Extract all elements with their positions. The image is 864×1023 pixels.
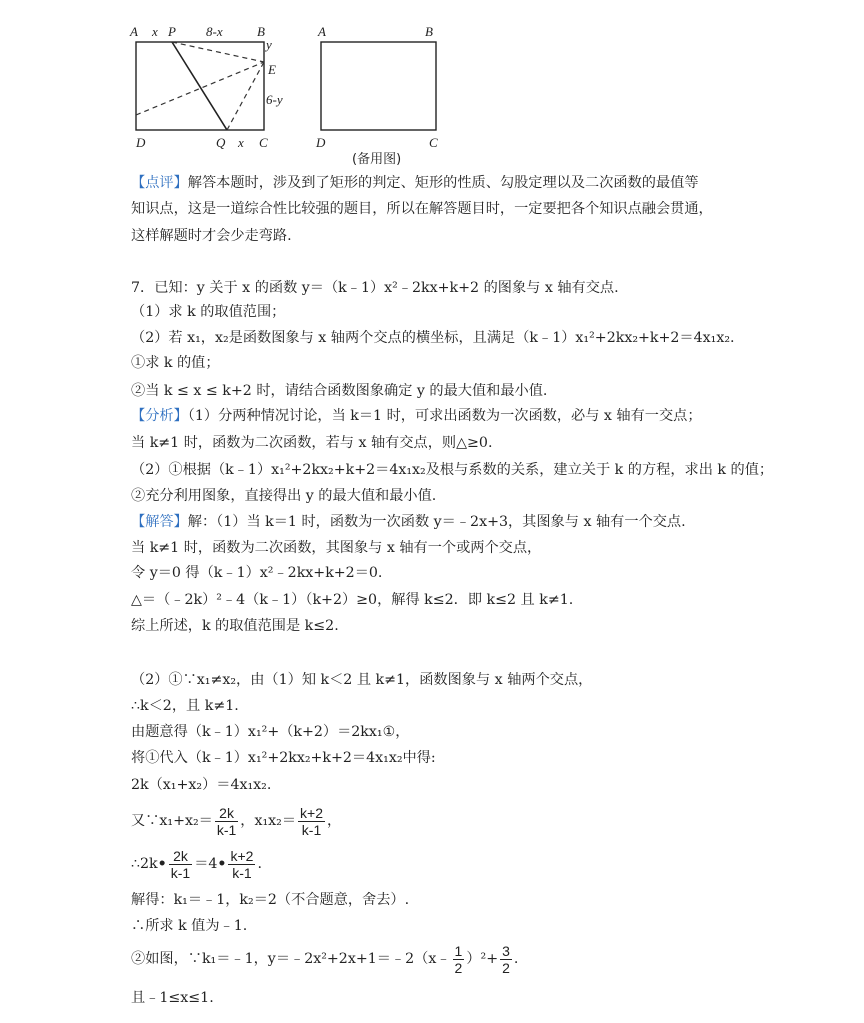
label-b: B <box>257 24 265 39</box>
label-e: E <box>268 62 276 77</box>
analysis-line-2: 当 k≠1 时，函数为二次函数，若与 x 轴有交点，则△≥0. <box>131 435 493 451</box>
fraction-right: $\frac{k+2}{k-1}$ <box>230 847 254 881</box>
dashed-line-d-e <box>136 62 264 115</box>
fraction-left: $\frac{2k}{k-1}$ <box>170 847 191 881</box>
solution-line-4: △＝（﹣2k）²﹣4（k﹣1）（k+2）≥0，解得 k≤2．即 k≤2 且 k≠1. <box>131 592 574 608</box>
label-a: A <box>130 24 138 39</box>
solution-part2-line-7: ∴2k• $\frac{2k}{k-1}$ ＝4• $\frac{k+2}{k-1}$ . <box>131 847 262 881</box>
fraction-half: $\frac{1}{2}$ <box>454 942 463 976</box>
label-d-right: D <box>316 135 326 150</box>
analysis-tag: 【分析】 <box>131 408 188 424</box>
label-a-right: A <box>318 24 326 39</box>
label-p: P <box>168 24 176 39</box>
label-seg-top: 8-x <box>206 24 223 39</box>
solution-part2-line-11: 且﹣1≤x≤1. <box>131 990 214 1006</box>
label-b-right: B <box>425 24 433 39</box>
analysis-line-3: （2）①根据（k﹣1）x₁²+2kx₂+k+2＝4x₁x₂及根与系数的关系，建立关于 k 的方程，求出 k 的值； <box>131 462 774 478</box>
problem-part-1: （1）求 k 的取值范围； <box>131 304 286 320</box>
fraction-sum: $\frac{2k}{k-1}$ <box>216 804 237 838</box>
solution-line-5: 综上所述，k 的取值范围是 k≤2. <box>131 618 339 634</box>
analysis-line-1: 【分析】（1）分两种情况讨论，当 k＝1 时，可求出函数为一次函数，必与 x 轴有一交点； <box>131 408 702 424</box>
solution-line-1: 【解答】解：（1）当 k＝1 时，函数为一次函数 y＝﹣2x+3，其图象与 x 轴有一个交点. <box>131 514 686 530</box>
label-y: y <box>266 37 272 52</box>
label-c: C <box>259 135 268 150</box>
figure-caption: (备用图) <box>352 152 402 167</box>
solution-part2-line-1: （2）①∵x₁≠x₂，由（1）知 k＜2 且 k≠1，函数图象与 x 轴两个交点， <box>131 672 593 688</box>
label-q: Q <box>216 135 226 150</box>
segment-qe <box>227 62 264 130</box>
label-c-right: C <box>429 135 438 150</box>
analysis-line-4: ②充分利用图象，直接得出 y 的最大值和最小值. <box>131 488 437 504</box>
left-figure <box>129 24 283 150</box>
comment-line-1: 【点评】解答本题时，涉及到了矩形的判定、矩形的性质、勾股定理以及二次函数的最值等 <box>131 175 699 191</box>
solution-part2-line-10: ②如图，∵k₁＝﹣1，y＝﹣2x²+2x+1＝﹣2（x﹣ $\frac{1}{2}$ ）²+ $\frac{3}{2}$ . <box>131 942 519 976</box>
geometry-figures <box>0 0 864 175</box>
fraction-product: $\frac{k+2}{k-1}$ <box>300 804 324 838</box>
label-seg-right: 6-y <box>266 92 283 107</box>
label-x-top: x <box>152 24 158 39</box>
solution-part2-line-3: 由题意得（k﹣1）x₁²+（k+2）＝2kx₁①， <box>131 724 410 740</box>
solution-part2-line-8: 解得：k₁＝﹣1，k₂＝2（不合题意，舍去）. <box>131 892 410 908</box>
problem-part-2-1: ①求 k 的值； <box>131 355 220 371</box>
solution-part2-line-4: 将①代入（k﹣1）x₁²+2kx₂+k+2＝4x₁x₂中得: <box>131 750 436 766</box>
comment-line-3: 这样解题时才会少走弯路. <box>131 228 292 244</box>
label-d: D <box>136 135 146 150</box>
solution-part2-line-2: ∴k＜2，且 k≠1. <box>131 698 239 714</box>
comment-line-2: 知识点，这是一道综合性比较强的题目，所以在解答题目时，一定要把各个知识点融会贯通， <box>131 201 713 217</box>
solution-part2-line-9: ∴所求 k 值为﹣1. <box>131 918 248 934</box>
problem-statement: 7．已知：y 关于 x 的函数 y＝（k﹣1）x²﹣2kx+k+2 的图象与 x 轴有交点. <box>131 280 619 296</box>
fraction-three-halves: $\frac{3}{2}$ <box>502 942 510 976</box>
right-figure <box>315 24 438 167</box>
label-x-bottom: x <box>238 135 244 150</box>
segment-pq <box>172 42 227 130</box>
backup-rectangle <box>321 42 436 130</box>
solution-part2-line-5: 2k（x₁+x₂）＝4x₁x₂. <box>131 777 272 793</box>
segment-pe <box>172 42 264 62</box>
solution-line-3: 令 y＝0 得（k﹣1）x²﹣2kx+k+2＝0. <box>131 565 383 581</box>
solution-line-2: 当 k≠1 时，函数为二次函数，其图象与 x 轴有一个或两个交点， <box>131 540 542 556</box>
comment-tag: 【点评】 <box>131 175 188 191</box>
solution-tag: 【解答】 <box>131 514 188 530</box>
problem-part-2: （2）若 x₁，x₂是函数图象与 x 轴两个交点的横坐标，且满足（k﹣1）x₁²+2kx₂+k+2＝4x₁x₂. <box>131 330 735 346</box>
problem-part-2-2: ②当 k ≤ x ≤ k+2 时，请结合函数图象确定 y 的最大值和最小值. <box>131 383 548 399</box>
solution-part2-line-6: 又∵x₁+x₂＝ $\frac{2k}{k-1}$ ，x₁x₂＝ $\frac{k+2}{k-1}$ ， <box>131 804 342 838</box>
